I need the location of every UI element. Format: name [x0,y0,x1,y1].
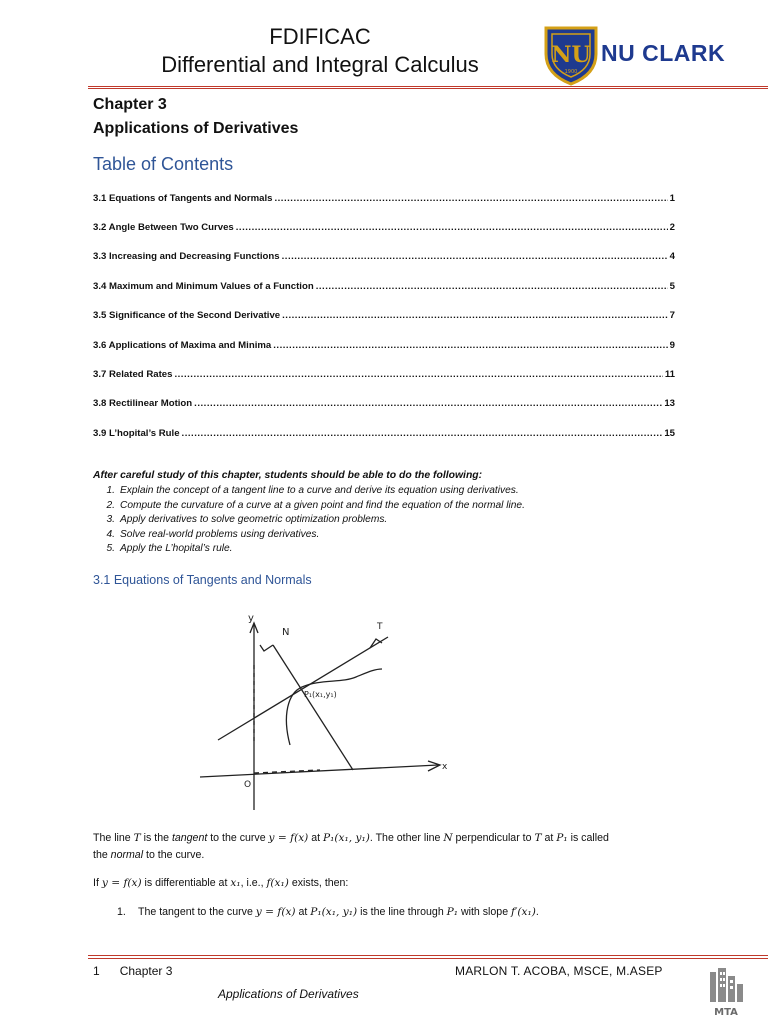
text: is called [567,832,609,844]
toc-entry[interactable] [93,193,675,207]
toc-entry[interactable] [93,398,675,412]
term-normal: normal [110,849,144,861]
text: If [93,877,102,889]
toc-entry-page: 4 [669,251,675,262]
mta-logo-icon [706,966,746,1018]
toc-heading: Table of Contents [93,154,234,174]
fig-label-n: N [282,627,290,638]
footer-rule [88,955,768,956]
text: the [93,849,111,861]
toc-entry[interactable] [93,310,675,324]
toc-leader [182,428,663,439]
text: at [541,832,557,844]
fig-label-x: x [442,762,448,772]
text: is differentiable at [141,877,231,889]
toc-entry-page: 7 [669,310,675,321]
toc-leader [174,369,662,380]
toc-entry-page: 9 [669,340,675,351]
toc-entry[interactable] [93,369,675,383]
text: is the [140,832,172,844]
math: f′(x₁) [511,906,536,918]
chapter-number: Chapter 3 [93,96,167,113]
toc-leader [194,398,662,409]
toc-leader [273,340,667,351]
text: The line [93,832,134,844]
text: at [295,906,311,918]
text: . [535,906,539,918]
fig-label-y: y [248,613,254,624]
fig-label-o: O [244,780,252,790]
list-item [93,500,525,515]
toc-leader [274,193,667,204]
list-item [93,529,525,544]
list-item-text: Explain the concept of a tangent line to a curve and derive its equation using derivatives. [120,485,519,496]
math: P₁ [556,832,568,844]
toc-entry[interactable] [93,222,675,236]
list-item-number: 2. [106,499,115,511]
toc-entry[interactable] [93,428,675,442]
math: f(x₁) [266,877,289,889]
list-item-number: 1. [117,906,126,918]
list-item-text: Compute the curvature of a curve at a given point and find the equation of the normal line. [120,499,525,511]
text: is the line through [357,906,447,918]
text: . The other line [369,832,444,844]
footer-left [93,964,172,978]
logo-year: 1900 [564,69,578,75]
tangent-normal-figure [170,605,470,815]
math: T [133,832,141,844]
logo-wordmark: NU CLARK [601,40,726,66]
objectives-intro: After careful study of this chapter, students should be able to do the following: [93,470,483,481]
math: P₁(x₁, y₁) [310,906,358,918]
list-item-number: 5. [106,543,115,555]
text: , i.e., [240,877,267,889]
toc-entry-page: 11 [664,369,675,380]
list-item [93,514,525,529]
toc-entry[interactable] [93,281,675,295]
footer-rule-2 [88,958,768,959]
list-item [117,904,717,921]
text: to the curve. [143,849,205,861]
footer-subtitle: Applications of Derivatives [218,987,359,1001]
math: y = f(x) [255,906,296,918]
toc-leader [282,310,668,321]
toc-entry-title: 3.7 Related Rates [93,369,173,380]
toc-entry[interactable] [93,340,675,354]
list-item-number: 1. [106,485,115,496]
course-code: FDIFICAC [269,24,371,49]
toc-entry-title: 3.1 Equations of Tangents and Normals [93,193,273,204]
toc-leader [316,281,668,292]
fig-label-t: T [377,622,383,632]
math: T [534,832,542,844]
normal-line [273,645,353,770]
text: to the curve [207,832,269,844]
x-axis [200,765,438,777]
chapter-heading [93,93,298,141]
page-number: 1 [93,964,100,978]
paragraph-condition [93,875,693,892]
text: The tangent to the curve [138,906,256,918]
list-item-text: Solve real-world problems using derivatives. [120,528,320,540]
objectives-list [93,485,525,558]
section-heading: 3.1 Equations of Tangents and Normals [93,573,312,587]
header-rule-2 [88,88,768,89]
math: P₁(x₁, y₁) [323,832,370,844]
math: x₁ [230,877,241,889]
n-marker [260,645,273,651]
course-title: Differential and Integral Calculus [161,52,479,77]
math: y = f(x) [101,877,142,889]
toc-entry-title: 3.6 Applications of Maxima and Minima [93,340,272,351]
toc-entry-title: 3.3 Increasing and Decreasing Functions [93,251,280,262]
math: y = f(x) [268,832,309,844]
logo-monogram: NU [551,42,591,68]
text: exists, then: [288,877,349,889]
fig-label-p: P₁(x₁,y₁) [304,690,337,699]
toc-entry-title: 3.8 Rectilinear Motion [93,398,193,409]
term-tangent: tangent [171,832,208,844]
tangent-line [218,637,388,740]
text: perpendicular to [452,832,535,844]
toc-leader [236,222,668,233]
list-item [93,485,525,500]
footer-chapter: Chapter 3 [119,964,173,978]
list-item-number: 4. [106,528,115,540]
list-item-text: Apply derivatives to solve geometric optimization problems. [120,514,388,526]
toc-entry-title: 3.4 Maximum and Minimum Values of a Function [93,281,314,292]
toc-entry-title: 3.2 Angle Between Two Curves [93,222,234,233]
text: with slope [458,906,512,918]
list-item [93,543,525,558]
toc-entry-title: 3.9 L’hopital’s Rule [93,428,180,439]
math: N [443,832,453,844]
math: P₁ [446,906,459,918]
text: at [308,832,324,844]
toc-entry-page: 15 [664,428,675,439]
mta-text: MTA [714,1007,738,1018]
footer-author: MARLON T. ACOBA, MSCE, M.ASEP [455,964,663,978]
toc-entry-page: 5 [669,281,675,292]
list-item-number: 3. [106,514,115,526]
toc-entry-page: 2 [669,222,675,233]
paragraph-definition [93,830,693,864]
header-rule [88,86,768,87]
toc-entry[interactable] [93,251,675,265]
shield-icon [540,24,602,86]
toc-entry-title: 3.5 Significance of the Second Derivative [93,310,281,321]
toc-entry-page: 1 [669,193,675,204]
chapter-title: Applications of Derivatives [93,120,299,137]
toc-leader [282,251,668,262]
toc-entry-page: 13 [664,398,675,409]
curve [286,669,382,745]
list-item-text: Apply the L’hopital’s rule. [120,543,233,555]
